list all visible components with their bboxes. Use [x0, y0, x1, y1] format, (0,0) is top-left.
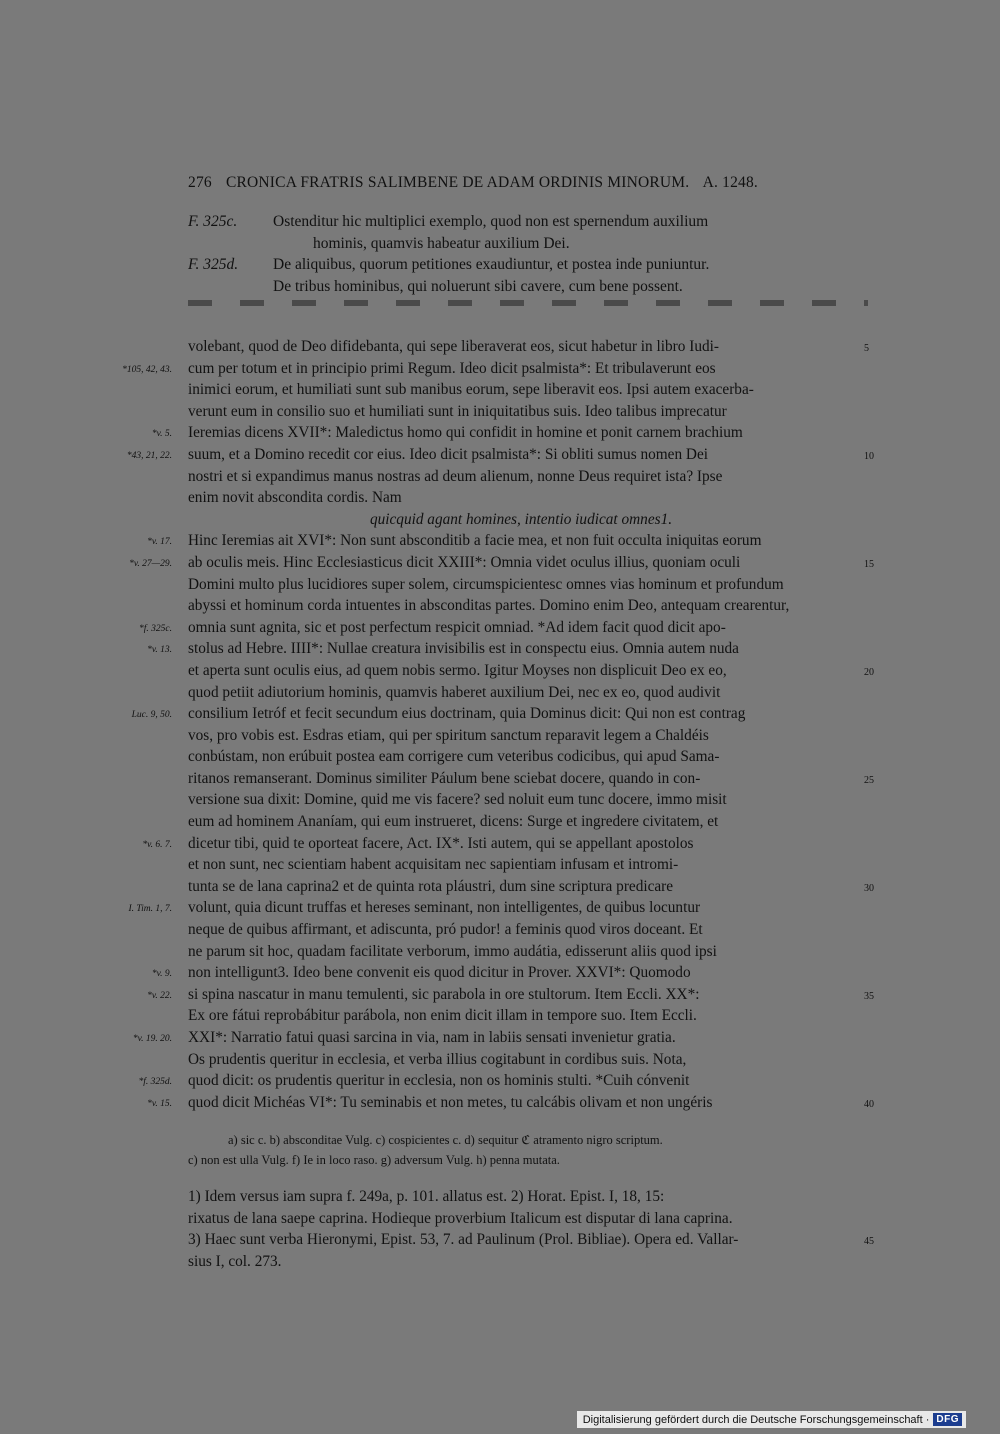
- running-header: [188, 174, 868, 192]
- summary-text-continued: De tribus hominibus, qui noluerunt sibi cavere, cum bene possent.: [273, 277, 683, 295]
- summary-entry: [188, 254, 868, 297]
- chapter-summary: [188, 211, 868, 297]
- line-text: neque de quibus affirmant, et adiscunta, pró pudor! a feminis quod viros doceant. Et: [188, 921, 703, 939]
- margin-reference: *43, 21, 22.: [126, 450, 172, 461]
- text-line: [147, 1092, 874, 1114]
- margin-reference: Luc. 9, 50.: [131, 710, 172, 721]
- line-number: 45: [864, 1236, 874, 1248]
- text-line: [151, 962, 854, 984]
- credit-text: Digitalisierung gefördert durch die Deutsche Forschungsgemeinschaft ·: [582, 1413, 930, 1426]
- page-number: 276: [188, 174, 212, 191]
- digitization-credit: [577, 1411, 966, 1428]
- text-line: [188, 876, 874, 898]
- summary-text: De aliquibus, quorum petitiones exaudiuntur, et postea inde puniuntur.: [273, 256, 710, 273]
- text-line: [188, 768, 874, 790]
- line-text: versione sua dixit: Domine, quid me vis facere? sed noluit eum tunc docere, immo misit: [188, 791, 727, 809]
- text-line: [151, 422, 854, 444]
- text-line: [142, 833, 854, 855]
- line-text: dicetur tibi, quid te oporteat facere, Act. IX*. Isti autem, qui se appellant apostolos: [188, 834, 694, 852]
- critical-apparatus: [188, 1131, 868, 1170]
- text-line: [122, 358, 854, 380]
- line-text: si spina nascatur in manu temulenti, sic parabola in ore stultorum. Item Eccli. XX*:: [188, 985, 700, 1003]
- summary-text-continued: hominis, quamvis habeatur auxilium Dei.: [313, 234, 570, 252]
- text-line: [188, 660, 874, 682]
- folio-reference: F. 325c.: [188, 213, 238, 230]
- line-text: verunt eum in consilio suo et humiliati sunt in iniquitatibus suis. Ideo talibus imprecatur: [188, 402, 727, 420]
- margin-reference: *f. 325c.: [139, 623, 172, 634]
- text-line: [188, 509, 854, 531]
- apparatus-line: a) sic c. b) absconditae Vulg. c) cospicientes c. d) sequitur ℭ atramento nigro scriptum.: [228, 1133, 663, 1147]
- line-text: enim novit abscondita cordis. Nam: [188, 489, 402, 507]
- margin-reference: *v. 22.: [147, 990, 172, 1001]
- line-number: 10: [864, 450, 874, 462]
- line-text: inimici eorum, et humiliati sunt sub manibus eorum, sepe liberavit eos. Ipsi autem exacerba-: [188, 381, 754, 399]
- margin-reference: I. Tim. 1, 7.: [128, 904, 172, 915]
- text-line: [128, 897, 854, 919]
- section-divider: [188, 300, 868, 306]
- dfg-logo: DFG: [933, 1413, 962, 1426]
- text-line: [132, 1027, 854, 1049]
- line-text: omnia sunt agnita, sic et post perfectum respicit omniad. *Ad idem facit quod dicit apo-: [188, 618, 726, 636]
- text-line: [147, 530, 854, 552]
- line-text: cum per totum et in principio primi Regum. Ideo dicit psalmista*: Et tribulaverunt eos: [188, 359, 716, 377]
- line-text: Hinc Ieremias ait XVI*: Non sunt absconditib a facie mea, et non fuit occulta iniquitas eorum: [188, 532, 762, 550]
- footnote-line: [188, 1208, 854, 1230]
- text-line: [188, 379, 854, 401]
- line-text: tunta se de lana caprina2 et de quinta rota pláustri, dum sine scriptura predicare: [188, 877, 674, 895]
- line-text: et aperta sunt oculis eius, ad quem nobis sermo. Igitur Moyses non displicuit Deo ex eo,: [188, 661, 727, 679]
- summary-text: Ostenditur hic multiplici exemplo, quod non est spernendum auxilium: [273, 213, 709, 230]
- footnotes: [188, 1186, 874, 1272]
- line-text: quicquid agant homines, intentio iudicat omnes1.: [369, 510, 673, 528]
- line-text: non intelligunt3. Ideo bene convenit eis quod dicitur in Prover. XXVI*: Quomodo: [188, 964, 691, 982]
- apparatus-line: c) non est ulla Vulg. f) Ie in loco raso. g) adversum Vulg. h) penna mutata.: [188, 1152, 560, 1167]
- margin-reference: *v. 9.: [151, 969, 172, 980]
- text-line: [188, 746, 854, 768]
- folio-reference: F. 325d.: [188, 256, 239, 273]
- margin-reference: *v. 15.: [147, 1098, 172, 1109]
- line-text: Domini multo plus lucidiores super solem, circumspicientesc omnes vias hominum et profundum: [188, 575, 784, 593]
- line-text: nostri et si expandimus manus nostras ad deum alienum, nonne Deus requiret ista? Ipse: [188, 467, 723, 485]
- text-line: [188, 789, 854, 811]
- text-line: [188, 574, 854, 596]
- margin-reference: *105, 42, 43.: [122, 364, 172, 375]
- text-line: [188, 854, 854, 876]
- line-number: 20: [864, 666, 874, 678]
- line-text: XXI*: Narratio fatui quasi sarcina in via, nam in labiis sensati invenietur gratia.: [188, 1029, 676, 1046]
- text-line: [131, 703, 854, 725]
- text-line: [138, 1070, 854, 1092]
- line-text: Os prudentis queritur in ecclesia, et verba illius cogitabunt in cordibus suis. Nota,: [188, 1050, 687, 1068]
- main-text: [122, 336, 874, 1113]
- line-text: volunt, quia dicunt truffas et hereses seminant, non intelligentes, de quibus locuntur: [188, 899, 701, 917]
- text-line: [126, 444, 874, 466]
- line-text: consilium Ietróf et fecit secundum eius doctrinam, quia Dominus dicit: Qui non est contrag: [188, 705, 746, 723]
- line-text: Ieremias dicens XVII*: Maledictus homo qui confidit in homine et ponit carnem brachium: [188, 424, 743, 442]
- line-text: stolus ad Hebre. IIII*: Nullae creatura invisibilis est in conspectu eius. Omnia autem nuda: [188, 640, 739, 658]
- summary-entry: [188, 211, 868, 254]
- footnote-text: 3) Haec sunt verba Hieronymi, Epist. 53, 7. ad Paulinum (Prol. Bibliae). Opera ed. Vallar-: [188, 1231, 739, 1249]
- text-line: [188, 1049, 854, 1071]
- running-title: CRONICA FRATRIS SALIMBENE DE ADAM ORDINIS MINORUM.: [225, 174, 690, 191]
- margin-reference: *f. 325d.: [138, 1077, 172, 1088]
- line-text: suum, et a Domino recedit cor eius. Ideo dicit psalmista*: Si obliti sumus nomen Dei: [188, 445, 709, 463]
- line-text: conbústam, non erúbuit postea eam corrigere cum veteribus codicibus, qui apud Sama-: [188, 748, 720, 766]
- text-line: [188, 725, 854, 747]
- line-text: ne parum sit hoc, quadam facilitate verborum, immo audátia, edisserunt aliis quod ipsi: [188, 942, 717, 960]
- text-line: [188, 595, 854, 617]
- line-number: 40: [864, 1098, 874, 1110]
- text-line: [147, 638, 854, 660]
- text-line: [129, 552, 874, 574]
- margin-reference: *v. 27—29.: [129, 558, 172, 569]
- margin-reference: *v. 13.: [147, 645, 172, 656]
- line-text: ritanos remanserant. Dominus similiter Páulum bene sciebat docere, quando in con-: [188, 769, 701, 787]
- text-line: [188, 919, 854, 941]
- footnote-text: 1) Idem versus iam supra f. 249a, p. 101. allatus est. 2) Horat. Epist. I, 18, 15:: [188, 1188, 665, 1205]
- text-line: [139, 617, 854, 639]
- line-number: 5: [864, 343, 869, 354]
- line-text: abyssi et hominum corda intuentes in absconditas partes. Domino enim Deo, antequam crearentur,: [188, 597, 790, 615]
- line-text: quod petiit adiutorium hominis, quamvis haberet auxilium Dei, nec ex eo, quod audivit: [188, 683, 721, 701]
- line-text: Ex ore fátui reprobábitur parábola, non enim dicit illam in tempore suo. Item Eccli.: [188, 1007, 697, 1025]
- line-text: quod dicit: os prudentis queritur in ecclesia, non os hominis stulti. *Cuih cónvenit: [188, 1072, 690, 1090]
- line-text: volebant, quod de Deo difidebanta, qui sepe liberaverat eos, sicut habetur in libro Iudi-: [188, 338, 719, 355]
- margin-reference: *v. 19. 20.: [132, 1034, 172, 1044]
- text-line: [188, 336, 869, 358]
- line-text: ab oculis meis. Hinc Ecclesiasticus dicit XXIII*: Omnia videt oculus illius, quoniam oculi: [188, 553, 741, 571]
- line-text: quod dicit Michéas VI*: Tu seminabis et non metes, tu calcábis olivam et non ungéris: [188, 1093, 713, 1111]
- footnote-line: [188, 1229, 874, 1251]
- footnote-text: rixatus de lana saepe caprina. Hodieque proverbium Italicum est disputar di lana caprina.: [188, 1209, 733, 1227]
- text-line: [188, 487, 854, 509]
- line-text: vos, pro vobis est. Esdras etiam, qui per spiritum sanctum reparavit legem a Chaldéis: [188, 726, 709, 744]
- text-line: [188, 466, 854, 488]
- footnote-line: [188, 1186, 854, 1208]
- header-year: A. 1248.: [702, 174, 759, 191]
- text-line: [188, 941, 854, 963]
- text-line: [147, 984, 874, 1006]
- text-line: [188, 1005, 854, 1027]
- margin-reference: *v. 17.: [147, 537, 172, 548]
- text-line: [188, 401, 854, 423]
- margin-reference: *v. 5.: [151, 429, 172, 440]
- line-text: et non sunt, nec scientiam habent acquisitam nec sapientiam infusam et intromi-: [188, 856, 679, 874]
- line-text: eum ad hominem Ananíam, qui eum instrueret, dicens: Surge et ingredere civitatem, et: [188, 813, 719, 831]
- line-number: 35: [864, 990, 874, 1002]
- footnote-text: sius I, col. 273.: [188, 1252, 282, 1270]
- footnote-line: [188, 1251, 854, 1273]
- margin-reference: *v. 6. 7.: [142, 839, 172, 850]
- text-line: [188, 682, 854, 704]
- line-number: 25: [864, 774, 874, 786]
- line-number: 30: [864, 882, 874, 894]
- text-line: [188, 811, 854, 833]
- line-number: 15: [864, 558, 874, 570]
